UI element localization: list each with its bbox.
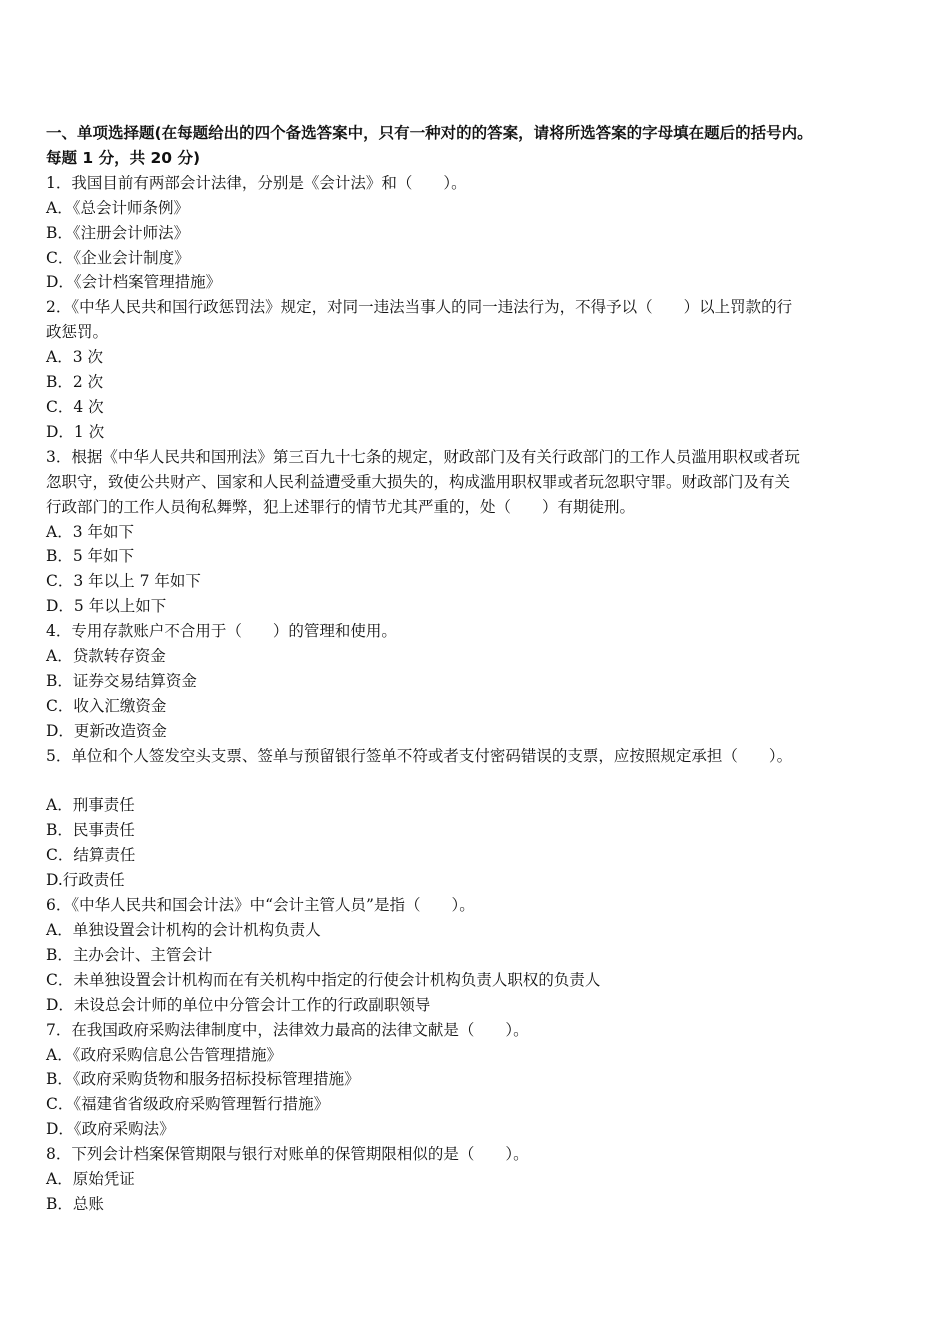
answer-option: B．5 年如下: [46, 547, 135, 566]
answer-option: B．民事责任: [46, 821, 135, 840]
answer-option: D．《政府采购法》: [46, 1120, 175, 1139]
answer-option: C．未单独设置会计机构而在有关机构中指定的行使会计机构负责人职权的负责人: [46, 970, 601, 989]
answer-option: C．《福建省省级政府采购管理暂行措施》: [46, 1095, 330, 1114]
answer-option: A．3 年如下: [46, 522, 134, 541]
answer-option: A．原始凭证: [46, 1170, 135, 1189]
question-item: [46, 171, 876, 296]
question-stem: 5．单位和个人签发空头支票、签单与预留银行签单不符或者支付密码错误的支票，应按照规定承担（ ）。: [46, 746, 793, 765]
document-page: [46, 121, 876, 1217]
answer-option: A．单独设置会计机构的会计机构负责人: [46, 920, 321, 939]
question-stem: 1．我国目前有两部会计法律，分别是《会计法》和（ ）。: [46, 173, 467, 192]
answer-option: A．刑事责任: [46, 796, 135, 815]
question-item: [46, 1018, 876, 1143]
question-stem: 忽职守，致使公共财产、国家和人民利益遭受重大损失的，构成滥用职权罪或者玩忽职守罪。财政部门及有关: [46, 472, 791, 491]
answer-option: C．收入汇缴资金: [46, 696, 167, 715]
answer-option: A．《总会计师条例》: [46, 198, 189, 217]
answer-option: B．《注册会计师法》: [46, 223, 190, 242]
question-stem: 2．《中华人民共和国行政惩罚法》规定，对同一违法当事人的同一违法行为，不得予以（ ）以上罚款的行: [46, 298, 793, 317]
question-stem: 8．下列会计档案保管期限与银行对账单的保管期限相似的是（ ）。: [46, 1145, 529, 1164]
question-item: [46, 1142, 876, 1217]
question-item: [46, 619, 876, 744]
answer-option: B．2 次: [46, 373, 104, 392]
answer-option: C．结算责任: [46, 846, 136, 865]
question-list: [46, 171, 876, 1217]
answer-option: D.行政责任: [46, 871, 125, 890]
answer-option: B．《政府采购货物和服务招标投标管理措施》: [46, 1070, 360, 1089]
question-item: [46, 295, 876, 444]
question-item: [46, 744, 876, 893]
answer-option: C．3 年以上 7 年如下: [46, 572, 201, 591]
answer-option: A．3 次: [46, 348, 103, 367]
answer-option: B．证券交易结算资金: [46, 671, 197, 690]
section-title-line-1: 一、单项选择题(在每题给出的四个备选答案中，只有一种对的的答案，请将所选答案的字母填在题后的括号内。: [46, 124, 813, 142]
answer-option: D．《会计档案管理措施》: [46, 273, 222, 292]
question-stem: 7．在我国政府采购法律制度中，法律效力最高的法律文献是（ ）。: [46, 1020, 529, 1039]
answer-option: A．《政府采购信息公告管理措施》: [46, 1045, 282, 1064]
question-stem: 行政部门的工作人员徇私舞弊，犯上述罪行的情节尤其严重的，处（ ）有期徒刑。: [46, 497, 636, 516]
question-item: [46, 893, 876, 1018]
question-stem: 6．《中华人民共和国会计法》中“会计主管人员”是指（ ）。: [46, 896, 475, 915]
answer-option: D．未设总会计师的单位中分管会计工作的行政副职领导: [46, 995, 431, 1014]
answer-option: B．主办会计、主管会计: [46, 945, 213, 964]
answer-option: D．更新改造资金: [46, 721, 167, 740]
blank-line: [46, 769, 876, 794]
answer-option: B．总账: [46, 1194, 104, 1213]
question-item: [46, 445, 876, 619]
answer-option: A．贷款转存资金: [46, 647, 166, 666]
question-stem: 4．专用存款账户不合用于（ ）的管理和使用。: [46, 622, 397, 641]
answer-option: C．4 次: [46, 397, 104, 416]
question-stem: 政惩罚。: [46, 323, 109, 342]
section-title-line-2: 每题 1 分，共 20 分): [46, 148, 201, 167]
answer-option: D．5 年以上如下: [46, 597, 167, 616]
answer-option: C．《企业会计制度》: [46, 248, 190, 267]
question-stem: 3．根据《中华人民共和国刑法》第三百九十七条的规定，财政部门及有关行政部门的工作人员滥用职权或者玩: [46, 447, 800, 466]
answer-option: D．1 次: [46, 422, 105, 441]
